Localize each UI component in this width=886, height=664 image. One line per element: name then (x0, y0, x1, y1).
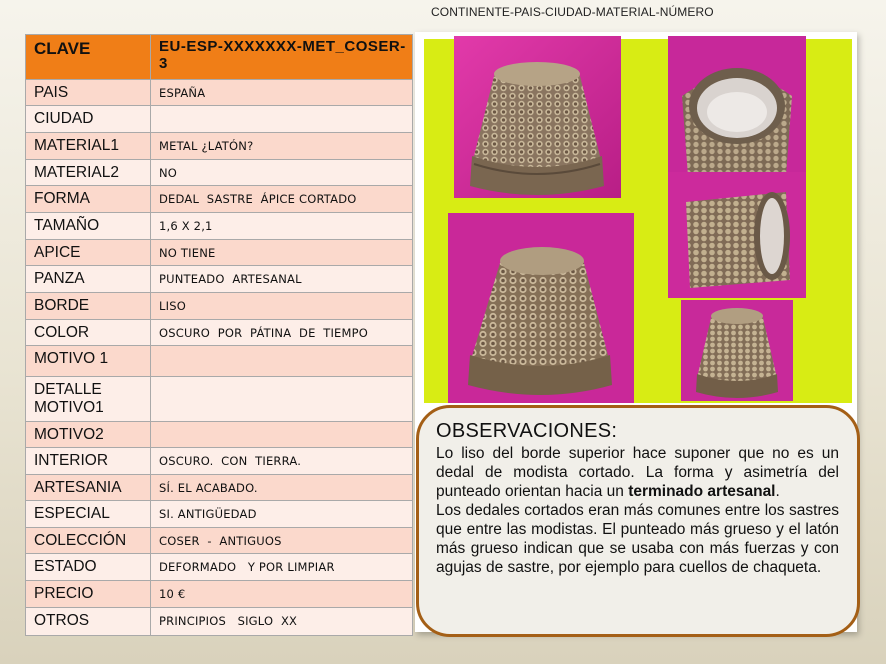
row-label: INTERIOR (26, 448, 151, 475)
row-value: ESPAÑA (151, 80, 413, 106)
table-row (26, 501, 413, 528)
row-value: SI. ANTIGÜEDAD (151, 501, 413, 528)
row-value: OSCURO. CON TIERRA. (151, 448, 413, 475)
table-row (26, 160, 413, 186)
thimble-photo-front-image (454, 36, 621, 198)
row-label: CIUDAD (26, 106, 151, 133)
table-row (26, 581, 413, 608)
row-label: MATERIAL2 (26, 160, 151, 186)
observaciones-p1-text: Lo liso del borde superior hace suponer que no es un dedal de modista cortado. La forma y asimetría del punteado orientan hacia un (436, 445, 839, 500)
row-value: NO TIENE (151, 240, 413, 266)
table-row (26, 422, 413, 448)
thimble-photo-rim-view-image (668, 172, 806, 298)
row-value: PUNTEADO ARTESANAL (151, 266, 413, 293)
row-value: NO (151, 160, 413, 186)
row-label: PAIS (26, 80, 151, 106)
row-value: DEDAL SASTRE ÁPICE CORTADO (151, 186, 413, 213)
row-label: PANZA (26, 266, 151, 293)
table-row (26, 80, 413, 106)
thimble-photo-front-2 (448, 213, 634, 403)
observaciones-paragraph-1 (436, 444, 839, 501)
clave-value: EU-ESP-XXXXXXX-MET_COSER-3 (151, 35, 413, 80)
row-value: SÍ. EL ACABADO. (151, 475, 413, 501)
table-row (26, 320, 413, 346)
row-value: 1,6 X 2,1 (151, 213, 413, 240)
row-label: OTROS (26, 608, 151, 636)
row-value: COSER - ANTIGUOS (151, 528, 413, 554)
thimble-photo-small-image (681, 300, 793, 401)
observaciones-title: OBSERVACIONES: (436, 420, 618, 442)
table-row (26, 346, 413, 377)
thimble-photo-front (454, 36, 621, 198)
observaciones-paragraph-2: Los dedales cortados eran más comunes entre los sastres que entre las modistas. El punteado más grueso y el latón más grueso indican que se usaba con más fuerzas y con agujas de sastre, por ejemplo para cuellos de chaqueta. (436, 502, 839, 576)
row-label: MOTIVO 1 (26, 346, 151, 377)
row-label: ESTADO (26, 554, 151, 581)
clave-label: CLAVE (26, 35, 151, 80)
table-row (26, 448, 413, 475)
table-row (26, 213, 413, 240)
thimble-photo-front-2-image (448, 213, 634, 403)
row-value: DEFORMADO Y POR LIMPIAR (151, 554, 413, 581)
table-row (26, 475, 413, 501)
table-row (26, 240, 413, 266)
observaciones-p1-bold: terminado artesanal (628, 483, 776, 500)
table-row (26, 528, 413, 554)
row-value (151, 346, 413, 377)
thimble-photo-rim-view (668, 172, 806, 298)
table-row (26, 266, 413, 293)
row-label: COLOR (26, 320, 151, 346)
row-value: PRINCIPIOS SIGLO XX (151, 608, 413, 636)
row-label: PRECIO (26, 581, 151, 608)
row-value: OSCURO POR PÁTINA DE TIEMPO (151, 320, 413, 346)
row-label: BORDE (26, 293, 151, 320)
row-label: FORMA (26, 186, 151, 213)
row-value: METAL ¿LATÓN? (151, 133, 413, 160)
row-label: TAMAÑO (26, 213, 151, 240)
thimble-photo-small (681, 300, 793, 401)
row-label: ESPECIAL (26, 501, 151, 528)
row-label: MOTIVO2 (26, 422, 151, 448)
table-row (26, 554, 413, 581)
row-label: MATERIAL1 (26, 133, 151, 160)
row-label: DETALLE MOTIVO1 (26, 377, 151, 422)
row-label: COLECCIÓN (26, 528, 151, 554)
row-value: LISO (151, 293, 413, 320)
table-row (26, 186, 413, 213)
table-row (26, 133, 413, 160)
table-row (26, 106, 413, 133)
row-value: 10 € (151, 581, 413, 608)
row-value (151, 106, 413, 133)
table-row (26, 293, 413, 320)
observaciones-box (416, 405, 860, 637)
row-label: ARTESANIA (26, 475, 151, 501)
clave-row (26, 35, 413, 80)
row-value (151, 377, 413, 422)
file-code-pattern: CONTINENTE-PAIS-CIUDAD-MATERIAL-NÚMERO (431, 5, 714, 19)
row-label: APICE (26, 240, 151, 266)
table-row (26, 377, 413, 422)
table-row (26, 608, 413, 636)
observaciones-p1-end: . (775, 483, 780, 500)
row-value (151, 422, 413, 448)
ficha-table (25, 34, 413, 636)
